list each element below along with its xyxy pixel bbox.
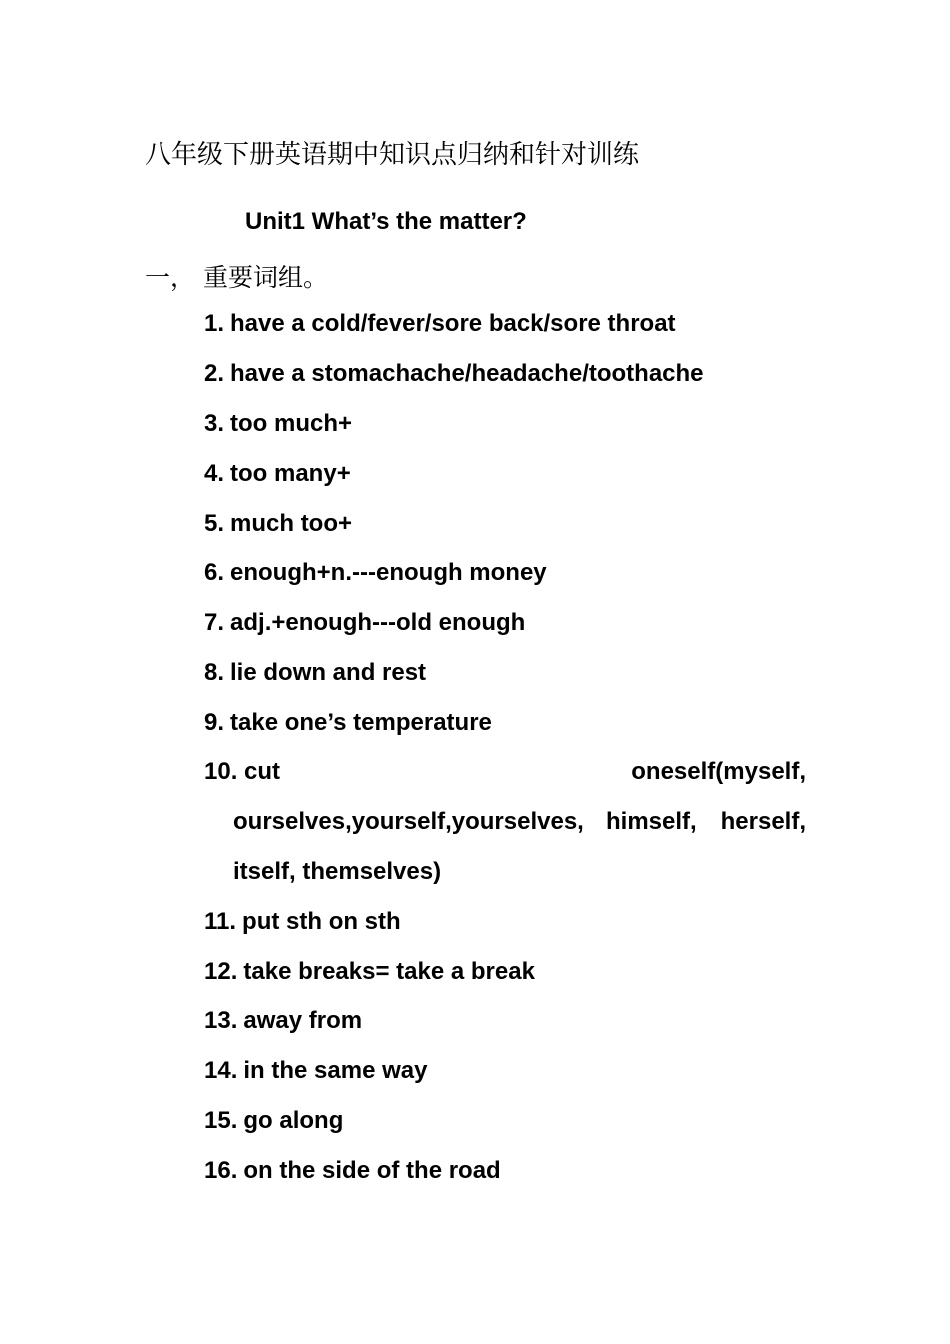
item-number: 1. bbox=[204, 310, 225, 337]
list-item bbox=[204, 907, 806, 937]
item-number: 15. bbox=[204, 1107, 238, 1134]
list-item bbox=[204, 1056, 806, 1086]
document-title: 八年级下册英语期中知识点归纳和针对训练 bbox=[145, 140, 640, 170]
item-number: 9. bbox=[204, 709, 225, 736]
item-number: 2. bbox=[204, 360, 225, 387]
item-number: 12. bbox=[204, 958, 238, 985]
item-text-part: itself, themselves) bbox=[233, 858, 442, 885]
list-item bbox=[204, 1156, 806, 1186]
item-text: adj.+enough---old enough bbox=[230, 609, 526, 636]
item-number: 10. bbox=[204, 758, 238, 785]
item-text-part: oneself(myself, bbox=[631, 758, 806, 785]
list-item bbox=[204, 957, 806, 987]
list-item bbox=[204, 1106, 806, 1136]
item-number: 3. bbox=[204, 410, 225, 437]
list-item bbox=[204, 409, 806, 439]
item-text: too much+ bbox=[230, 410, 353, 437]
item-text: much too+ bbox=[230, 510, 353, 537]
item-text: take breaks= take a break bbox=[243, 958, 535, 985]
item-text-part: ourselves,yourself,yourselves, bbox=[233, 808, 584, 835]
item-text: have a cold/fever/sore back/sore throat bbox=[230, 310, 676, 337]
item-text: put sth on sth bbox=[242, 908, 401, 935]
item-text-part: cut bbox=[244, 758, 280, 785]
item-text: enough+n.---enough money bbox=[230, 559, 547, 586]
item-text: take one’s temperature bbox=[230, 709, 492, 736]
item-number: 5. bbox=[204, 510, 225, 537]
item-text: go along bbox=[243, 1107, 344, 1134]
unit-heading: Unit1 What’s the matter? bbox=[245, 208, 527, 235]
list-item bbox=[204, 309, 806, 339]
list-item bbox=[204, 608, 806, 638]
list-item bbox=[204, 359, 806, 389]
item-text: too many+ bbox=[230, 460, 351, 487]
item-number: 7. bbox=[204, 609, 225, 636]
item-text: lie down and rest bbox=[230, 659, 427, 686]
item-text: away from bbox=[243, 1007, 363, 1034]
item-text: in the same way bbox=[243, 1057, 428, 1084]
section-heading: 一， 重要词组。 bbox=[145, 263, 328, 292]
item-number: 4. bbox=[204, 460, 225, 487]
item-number: 8. bbox=[204, 659, 225, 686]
item-text-part: herself, bbox=[720, 808, 806, 835]
item-text: on the side of the road bbox=[243, 1157, 501, 1184]
list-item bbox=[204, 1006, 806, 1036]
item-number: 16. bbox=[204, 1157, 238, 1184]
item-number: 11. bbox=[204, 908, 237, 935]
list-item bbox=[204, 558, 806, 588]
item-text: have a stomachache/headache/toothache bbox=[230, 360, 704, 387]
item-number: 6. bbox=[204, 559, 225, 586]
list-item bbox=[204, 459, 806, 489]
list-item bbox=[204, 708, 806, 738]
item-number: 14. bbox=[204, 1057, 238, 1084]
item-text-part: himself, bbox=[606, 808, 697, 835]
item-number: 13. bbox=[204, 1007, 238, 1034]
list-item bbox=[204, 509, 806, 539]
list-item bbox=[204, 658, 806, 688]
